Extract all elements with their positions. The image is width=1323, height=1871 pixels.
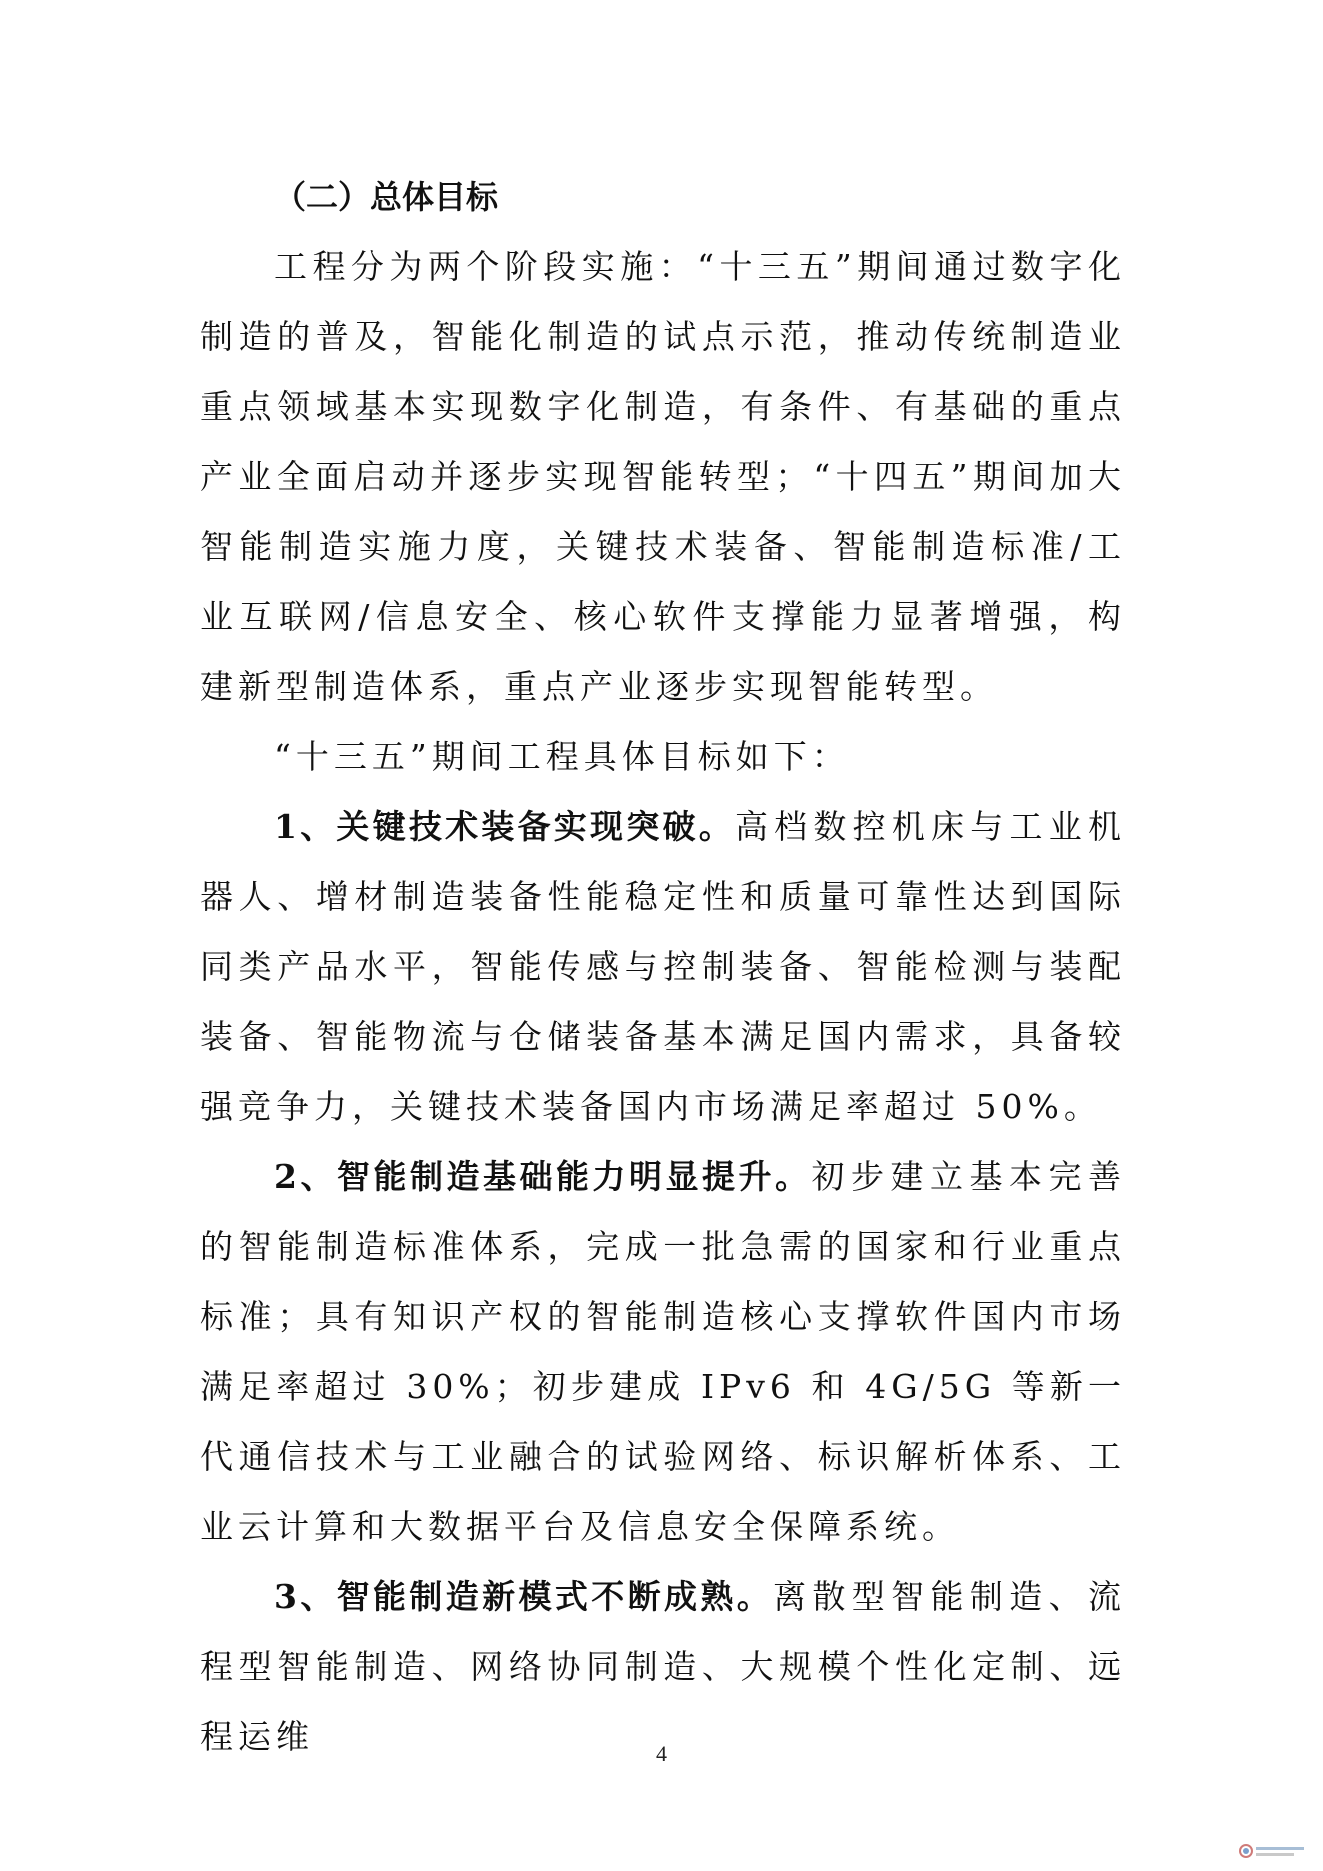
page-number: 4 bbox=[656, 1741, 667, 1766]
paragraph-text: 高档数控机床与工业机器人、增材制造装备性能稳定性和质量可靠性达到国际同类产品水平，智能传感与控制装备、智能检测与装配装备、智能物流与仓储装备基本满足国内需求，具备较强竞争力，关键技术装备国内市场满足率超过 50%。 bbox=[200, 807, 1126, 1126]
paragraph-lead: 2、智能制造基础能力明显提升。 bbox=[274, 1157, 812, 1196]
section-heading: （二）总体目标 bbox=[274, 178, 499, 216]
paragraph-text: 工程分为两个阶段实施：“十三五”期间通过数字化制造的普及，智能化制造的试点示范，推动传统制造业重点领域基本实现数字化制造，有条件、有基础的重点产业全面启动并逐步实现智能转型；“十四五”期间加大智能制造实施力度，关键技术装备、智能制造标准/工业互联网/信息安全、核心软件支撑能力显著增强，构建新型制造体系，重点产业逐步实现智能转型。 bbox=[200, 247, 1126, 706]
watermark-logo bbox=[1239, 1841, 1309, 1861]
paragraph bbox=[200, 232, 1126, 722]
watermark-icon bbox=[1239, 1844, 1253, 1858]
paragraph-lead: 1、关键技术装备实现突破。 bbox=[274, 807, 735, 846]
paragraph bbox=[200, 792, 1126, 1142]
watermark-lettering bbox=[1256, 1847, 1304, 1856]
paragraph-text: 离散型智能制造、流程型智能制造、网络协同制造、大规模个性化定制、远程运维 bbox=[200, 1577, 1126, 1756]
paragraph bbox=[200, 722, 1126, 792]
paragraph-text: 初步建立基本完善的智能制造标准体系，完成一批急需的国家和行业重点标准；具有知识产权的智能制造核心支撑软件国内市场满足率超过 30%；初步建成 IPv6 和 4G/5G 等新一代通信技术与工业融合的试验网络、标识解析体系、工业云计算和大数据平台及信息安全保障系统。 bbox=[200, 1157, 1126, 1546]
paragraph-text: “十三五”期间工程具体目标如下： bbox=[274, 737, 850, 776]
paragraph bbox=[200, 1142, 1126, 1562]
paragraph-lead: 3、智能制造新模式不断成熟。 bbox=[274, 1577, 774, 1616]
document-body bbox=[200, 162, 1126, 1772]
